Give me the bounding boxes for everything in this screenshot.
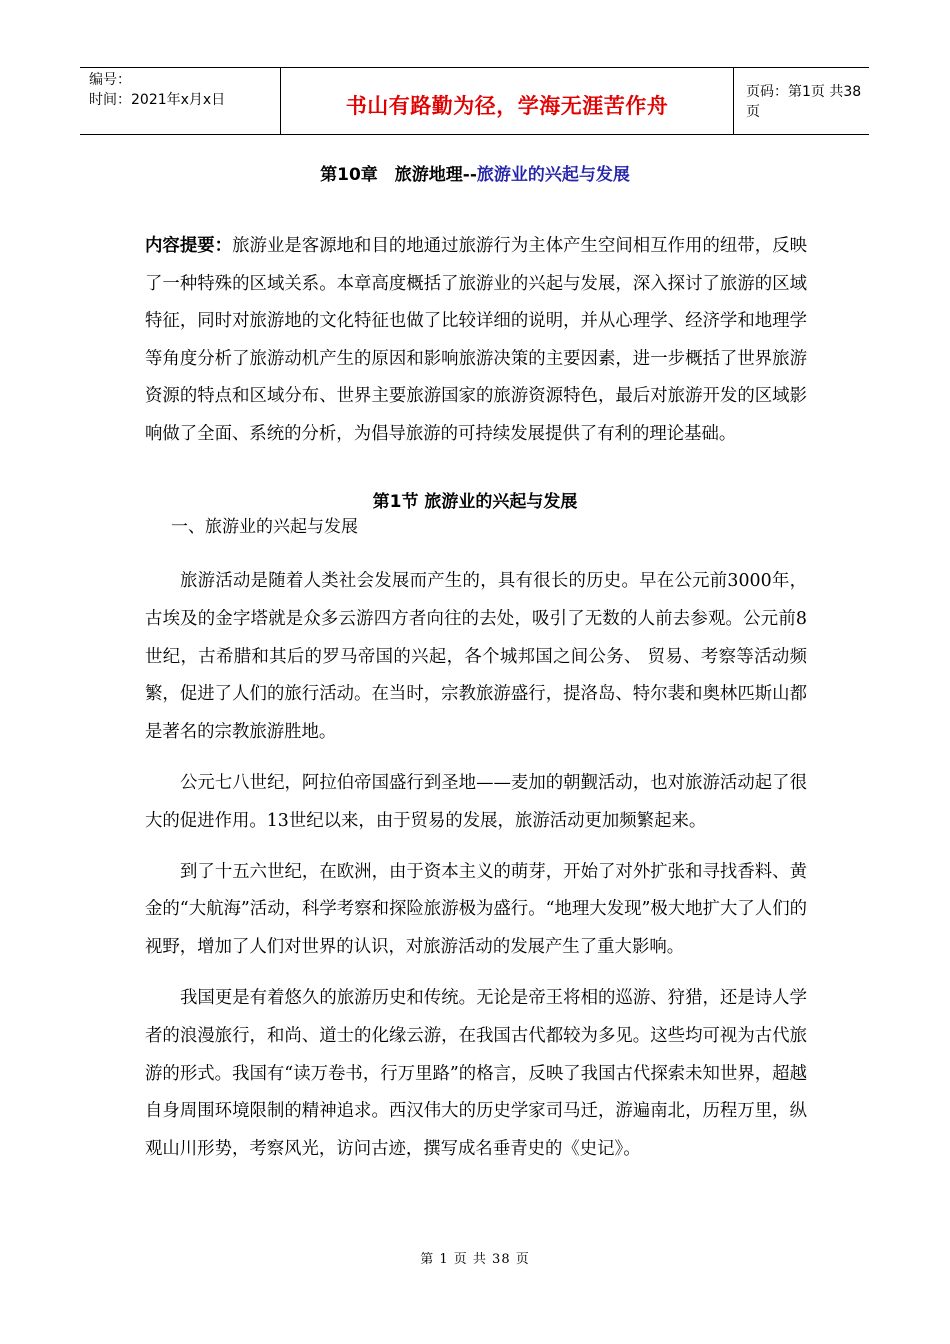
date-label: 时间：2021年x月x日 <box>89 92 226 108</box>
section-subtitle: 一、旅游业的兴起与发展 <box>171 517 358 537</box>
body-text <box>145 563 807 1182</box>
paragraph: 到了十五六世纪，在欧洲，由于资本主义的萌芽，开始了对外扩张和寻找香料、黄金的“大航海”活动，科学考察和探险旅游极为盛行。“地理大发现”极大地扩大了人们的视野，增加了人们对世界的认识，对旅游活动的发展产生了重大影响。 <box>145 861 807 958</box>
header-middle-cell <box>281 68 734 134</box>
header-table <box>80 67 869 135</box>
page-info: 页码：第1页 共38页 <box>746 84 862 120</box>
abstract-text: 旅游业是客源地和目的地通过旅游行为主体产生空间相互作用的纽带，反映了一种特殊的区域关系。本章高度概括了旅游业的兴起与发展，深入探讨了旅游的区域特征，同时对旅游地的文化特征也做了比较详细的说明，并从心理学、经济学和地理学等角度分析了旅游动机产生的原因和影响旅游决策的主要因素，进一步概括了世界旅游资源的特点和区域分布、世界主要旅游国家的旅游资源特色，最后对旅游开发的区域影响做了全面、系统的分析，为倡导旅游的可持续发展提供了有利的理论基础。 <box>145 236 807 444</box>
serial-number-label: 编号： <box>89 72 131 88</box>
abstract-label: 内容提要： <box>145 236 233 256</box>
paragraph: 公元七八世纪，阿拉伯帝国盛行到圣地——麦加的朝觐活动，也对旅游活动起了很大的促进作用。13世纪以来，由于贸易的发展，旅游活动更加频繁起来。 <box>145 772 807 831</box>
paragraph: 旅游活动是随着人类社会发展而产生的，具有很长的历史。早在公元前3000年，古埃及的金字塔就是众多云游四方者向往的去处，吸引了无数的人前去参观。公元前8世纪，古希腊和其后的罗马帝国的兴起，各个城邦国之间公务、 贸易、考察等活动频繁，促进了人们的旅行活动。在当时，宗教旅游盛行，提洛岛、特尔裴和奥林匹斯山都是著名的宗教旅游胜地。 <box>145 571 807 743</box>
chapter-title-highlight: 旅游业的兴起与发展 <box>476 165 630 185</box>
paragraph: 我国更是有着悠久的旅游历史和传统。无论是帝王将相的巡游、狩猎，还是诗人学者的浪漫旅行，和尚、道士的化缘云游，在我国古代都较为多见。这些均可视为古代旅游的形式。我国有“读万卷书，行万里路”的格言，反映了我国古代探索未知世界，超越自身周围环境限制的精神追求。西汉伟大的历史学家司马迁，游遍南北，历程万里，纵观山川形势，考察风光，访问古迹，撰写成名垂青史的《史记》。 <box>145 987 807 1160</box>
header-right-cell <box>734 68 869 134</box>
section-title: 第1节 旅游业的兴起与发展 <box>372 492 578 512</box>
page-footer: 第 1 页 共 38 页 <box>420 1252 530 1267</box>
chapter-title <box>0 160 950 185</box>
abstract <box>145 228 807 453</box>
header-left-cell <box>80 68 281 134</box>
chapter-title-prefix: 第10章 旅游地理-- <box>320 165 477 185</box>
motto: 书山有路勤为径，学海无涯苦作舟 <box>345 94 669 118</box>
